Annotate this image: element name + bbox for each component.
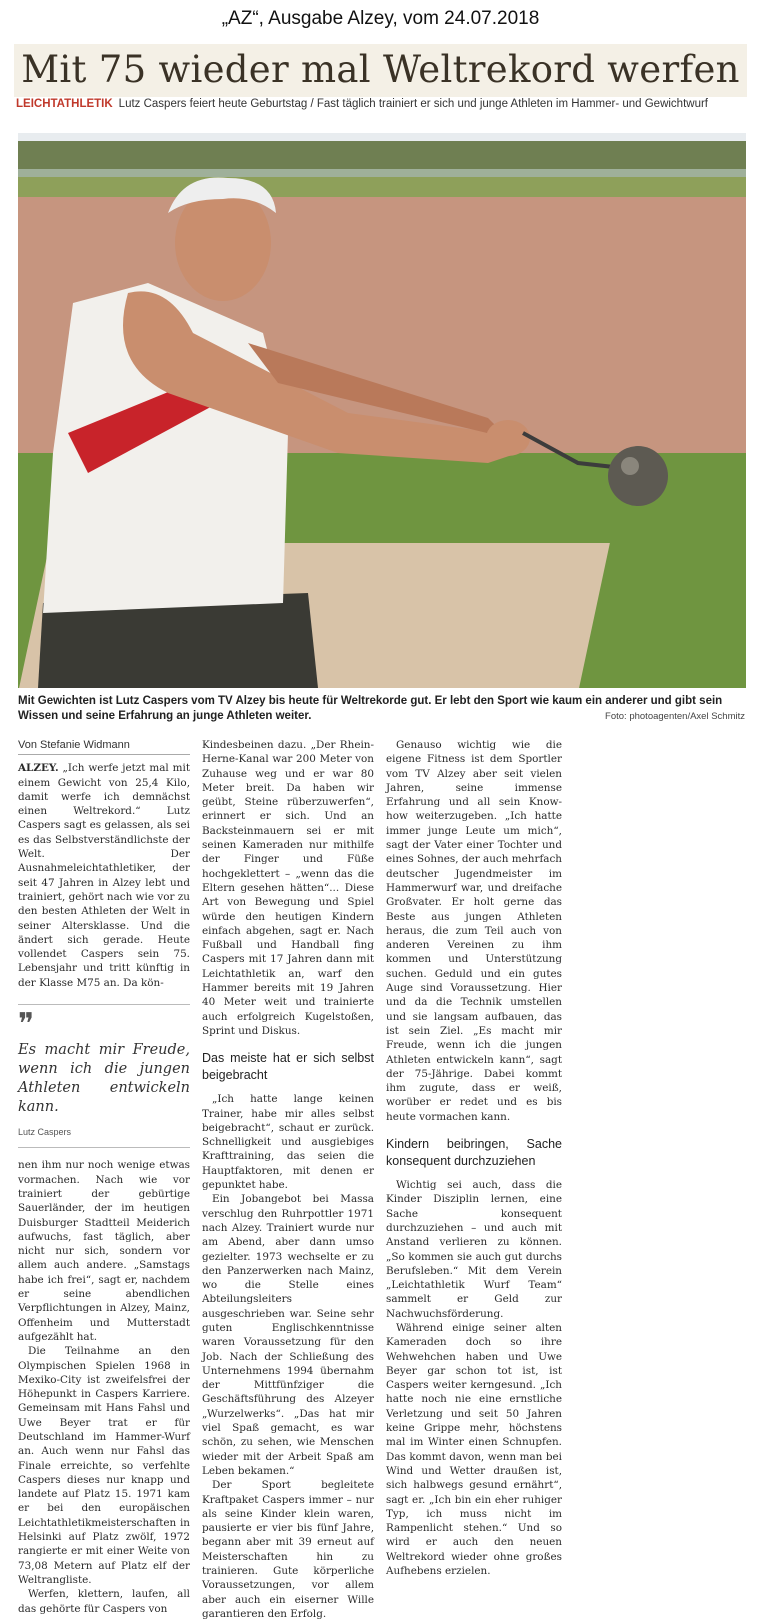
paragraph	[18, 761, 190, 990]
quote-text: Es macht mir Freude, wenn ich die jungen Athleten entwickeln kann.	[18, 1042, 190, 1116]
subline-text: Lutz Caspers feiert heute Geburtstag / Fast täglich trainiert er sich und junge Athleten im Hammer- und Gewichtwurf	[118, 98, 709, 110]
source-line: „AZ“, Ausgabe Alzey, vom 24.07.2018	[221, 8, 540, 29]
article-column-1	[18, 738, 190, 1616]
section-tag: LEICHTATHLETIK	[16, 98, 113, 110]
photo-credit: Foto: photoagenten/Axel Schmitz	[605, 711, 745, 722]
paragraph: Wichtig sei auch, dass die Kinder Disziplin lernen, eine Sache konsequent durchzuziehen – und auch mit Anstand verlieren zu können. „So kommen sie auch gut durchs Berufsleben.“ Mit dem Verein „Leichtathletik Wurf Team“ sammelt er Geld zur Nachwuchsförderung.	[386, 1179, 562, 1320]
paragraph: nen ihm nur noch wenige etwas vormachen. Nach wie vor trainiert der gebürtige Sauerländer, der im heutigen Duisburger Stadtteil Meiderich aufwuchs, fast täglich, aber nicht nur sich, sondern vor allem auch andere. „Samstags habe ich frei“, sagt er, nachdem er seine abendlichen Verpflichtungen in Alzey, Mainz, Offenheim und Mutterstadt aufgezählt hat.	[18, 1159, 190, 1343]
paragraph: Die Teilnahme an den Olympischen Spielen 1968 in Mexiko-City ist zweifelsfrei der Höhepunkt in Caspers Karriere. Gemeinsam mit Hans Fahsl und Uwe Beyer trat er für Deutschland im Hammer-Wurf an. Auch wenn nur Fahsl das Finale erreichte, so verfehlte Caspers dieses nur knapp und landete auf Platz 15. 1971 kam er bei den europäischen Leichtathletikmeisterschaften in Helsinki auf Platz zwölf, 1972 rangierte er mit einer Weite von 73,08 Metern auf Platz elf der Weltrangliste.	[18, 1345, 190, 1586]
paragraph: Der Sport begleitete Kraftpaket Caspers immer – nur als seine Kinder klein waren, pausierte er vier bis fünf Jahre, begann aber mit 39 erneut auf Meisterschaften hin zu trainieren. Gute körperliche Voraussetzungen, vor allem aber auch ein eiserner Wille garantieren den Erfolg.	[202, 1479, 374, 1620]
headline: Mit 75 wieder mal Weltrekord werfen	[14, 44, 747, 97]
subheading: Das meiste hat er sich selbst beigebracht	[202, 1051, 374, 1083]
paragraph: „Ich hatte lange keinen Trainer, habe mir alles selbst beigebracht“, schaut er zurück. Schnelligkeit und ausgiebiges Krafttraining, das seien die Hauptfaktoren, mit denen er gepunktet habe.	[202, 1093, 374, 1192]
subline	[16, 98, 748, 110]
athlete-illustration	[18, 133, 746, 688]
dateline: ALZEY.	[18, 762, 59, 775]
subheading: Kindern beibringen, Sache konsequent durchzuziehen	[386, 1137, 562, 1169]
paragraph: Werfen, klettern, laufen, all das gehörte für Caspers von	[18, 1588, 190, 1615]
paragraph-text: „Ich werfe jetzt mal mit einem Gewicht von 25,4 Kilo, damit werfe ich demnächst einen Weltrekord.“ Lutz Caspers sagt es gelassen, als sei es das Selbstverständlichste der Welt. Der Ausnahmeleichtathletiker, der seit 47 Jahren in Alzey lebt und trainiert, gehört nach wie vor zu den besten Athleten der Welt in seiner Altersklasse. Und die ändert sich gerade. Heute vollendet Caspers sein 75. Lebensjahr und tritt künftig in der Klasse M75 an. Da kön-	[18, 762, 190, 989]
paragraph: Während einige seiner alten Kameraden doch so ihre Wehwehchen haben und Uwe Beyer gar schon tot ist, ist Caspers weiter kerngesund. „Ich hatte noch nie eine ernstliche Verletzung und seit 50 Jahren keine Grippe mehr, höchstens mal im Winter einen Schnupfen. Das kommt davon, wenn man bei Wind und Wetter draußen ist, sich halbwegs gesund ernährt“, sagt er. „Ich bin ein eher ruhiger Typ, ich muss nicht im Rampenlicht stehen.“ Und so wird er auch den neuen Weltrekord wieder ohne großes Aufhebens erzielen.	[386, 1321, 562, 1578]
paragraph: Ein Jobangebot bei Massa verschlug den Ruhrpottler 1971 nach Alzey. Trainiert wurde nur am Abend, aber dann umso gezielter. 1973 wechselte er zu den Panzerwerken nach Mainz, wo die Stelle eines Abteilungsleiters ausgeschrieben war. Seine sehr guten Englischkenntnisse waren Voraussetzung für den Job. Nach der Schließung des Unternehmens 1994 übernahm der Mittfünfziger die Geschäftsführung des Alzeyer „Wurzelwerks“. „Das hat mir viel Spaß gemacht, es war schön, zu sehen, wie Menschen wieder mit der Arbeit Spaß am Leben bekamen.“	[202, 1193, 374, 1477]
byline: Von Stefanie Widmann	[18, 738, 190, 755]
article-column-3	[386, 738, 562, 1578]
article-photo	[18, 133, 746, 688]
photo-caption: Mit Gewichten ist Lutz Caspers vom TV Alzey bis heute für Weltrekorde gut. Er lebt den Sport wie kaum ein anderer und gibt sein Wissen und seine Erfahrung an junge Athleten weiter.	[18, 695, 723, 722]
quote-author: Lutz Caspers	[18, 1125, 190, 1148]
blank-margin	[572, 738, 747, 1558]
paragraph: Kindesbeinen dazu. „Der Rhein-Herne-Kanal war 200 Meter von Zuhause weg und er war 80 Meter breit. Da haben wir geübt, Steine rüberzuwerfen“, erinnert er sich. Und an Backsteinmauern sei er mit seinen Kameraden nur mithilfe der Finger und Füße hochgeklettert – „wenn das die Eltern gesehen hätten“... Diese Art von Bewegung und Spiel würde den heutigen Kindern einfach abgehen, sagt er. Nach Fußball und Handball fing Caspers mit 17 Jahren dann mit Leichtathletik an, warf den Hammer bereits mit 19 Jahren 40 Meter weit und trainierte auch erfolgreich Kugelstoßen, Sprint und Diskus.	[202, 739, 374, 1037]
article-column-2	[202, 738, 374, 1621]
pull-quote	[18, 1004, 190, 1148]
paragraph: Genauso wichtig wie die eigene Fitness ist dem Sportler vom TV Alzey aber seit vielen Jahren, seine immense Erfahrung und all sein Know-how weiterzugeben. „Ich hatte immer junge Leute um mich“, sagt der Vater einer Tochter und eines Sohnes, der auch mehrfach deutscher Jugendmeister im Hammerwurf war, und dreifache Großvater. Er holt gerne das Beste aus jungen Athleten heraus, die zum Teil auch von anderen Vereinen zu ihm kommen und Unterstützung suchen. Geduld und ein gutes Auge sind Voraussetzung. Hier und da die Technik umstellen und sie langsam aufbauen, das ist sein Ziel. „Es macht mir Freude, wenn ich die jungen Athleten entwickeln kann“, sagt der 75-Jährige. Dabei kommt ihm zugute, dass er weiß, worüber er redet und es bis heute vormachen kann.	[386, 739, 562, 1123]
quote-mark-icon: ❞	[18, 1007, 35, 1043]
